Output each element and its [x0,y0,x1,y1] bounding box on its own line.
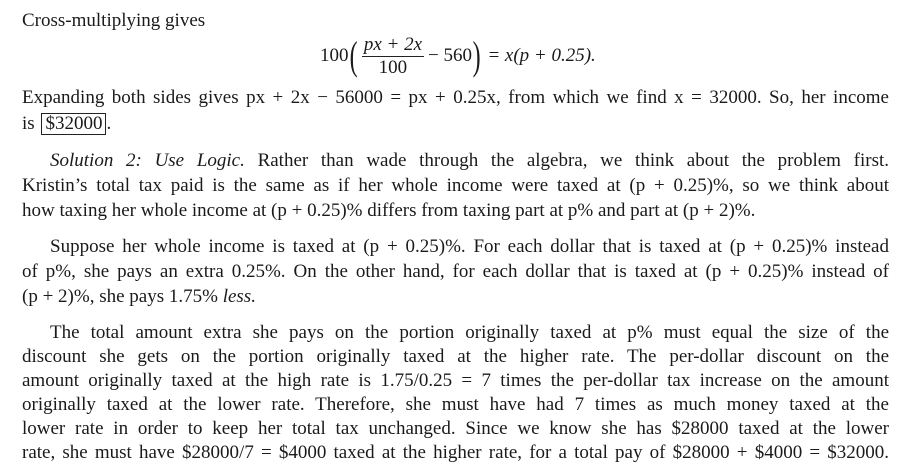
intro-text: Cross-multiplying gives [22,10,206,31]
para3-line-1: The total amount extra she pays on the portion originally taxed at p% must equal the size of the [50,322,889,343]
expand-line-1: Expanding both sides gives px + 2x − 56000 = px + 0.25x, from which we find x = 32000. So, her income [22,87,889,108]
solution2-line-1-rest: Rather than wade through the algebra, we think about the problem first. [257,150,890,171]
para2-line-3 [22,285,256,309]
solution2-line-3: how taxing her whole income at (p + 0.25)% differs from taxing part at p% and part at (p + 2)%. [22,200,756,221]
para2-line-3-prefix: (p + 2)%, she pays 1.75% [22,286,218,307]
para3-line-4: originally taxed at the lower rate. Therefore, she must have had 7 times as much money taxed at the [22,394,889,415]
para3-line-3: amount originally taxed at the high rate is 1.75/0.25 = 7 times the per-dollar tax increase on the amount [22,370,889,391]
answer-box: $32000 [41,113,106,135]
right-paren: ) [472,33,481,78]
para2-line-1: Suppose her whole income is taxed at (p + 0.25)%. For each dollar that is taxed at (p + 0.25)% instead [50,236,889,257]
equation-fraction [362,34,424,79]
solution2-label: Solution 2: Use Logic. [50,150,245,171]
para3-line-2: discount she gets on the portion originally taxed at the higher rate. The per-dollar discount on the [22,346,889,367]
expand-prefix: is [22,113,35,134]
equation-rhs: = x(p + 0.25). [487,45,596,66]
para3-line-6: rate, she must have $28000/7 = $4000 taxed at the higher rate, for a total pay of $28000 + $4000 = $32000. [22,442,889,463]
solution2-line-2: Kristin’s total tax paid is the same as if her whole income were taxed at (p + 0.25)%, so we think about [22,175,889,196]
left-paren: ( [349,33,358,78]
equation-coefficient: 100 [320,45,349,66]
solution2-line-1 [50,149,889,173]
expand-line-2 [22,112,111,136]
para3-line-5: lower rate in order to keep her total tax unchanged. Since we know she has $28000 taxed at the lower [22,418,889,439]
equation-minus-term: − 560 [428,45,472,66]
fraction-numerator: px + 2x [363,33,423,55]
para2-emphasis: less. [222,286,256,307]
display-equation [320,31,596,81]
fraction-denominator: 100 [378,56,408,78]
para2-line-2: of p%, she pays an extra 0.25%. On the other hand, for each dollar that is taxed at (p + 0.25)% instead of [22,261,889,282]
expand-suffix: . [106,113,112,134]
